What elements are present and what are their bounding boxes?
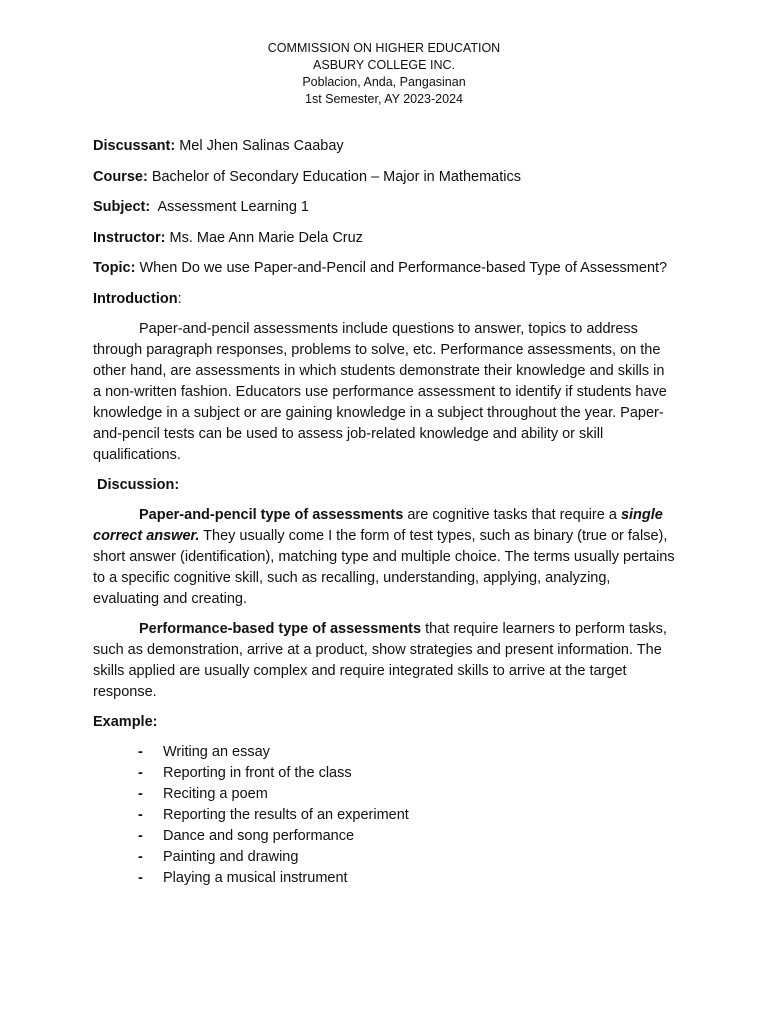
subject-value: Assessment Learning 1 [150, 199, 309, 215]
instructor-field [93, 228, 675, 249]
bullet-dash: - [138, 869, 143, 886]
list-item-text: Reporting the results of an experiment [163, 806, 409, 823]
list-item [93, 763, 675, 784]
paper-pencil-text-1: are cognitive tasks that require a [403, 506, 621, 523]
list-item [93, 847, 675, 868]
discussion-heading: Discussion: [97, 476, 180, 493]
instructor-label: Instructor: [93, 229, 166, 246]
list-item-text: Writing an essay [163, 743, 270, 760]
performance-based-text: that require learners to perform tasks, such as demonstration, arrive at a product, show strategies and present information. The skills applied are usually complex and require integrated skills to arrive at the target response. [93, 620, 667, 700]
introduction-heading-text: Introduction [93, 290, 178, 307]
bullet-dash: - [138, 806, 143, 823]
subject-field [93, 197, 675, 218]
paper-pencil-term: Paper-and-pencil type of assessments [139, 506, 404, 523]
discussion-paragraph-paper-pencil [93, 505, 675, 610]
list-item [93, 826, 675, 847]
example-heading: Example: [93, 713, 158, 730]
subject-label: Subject: [93, 199, 151, 215]
introduction-heading [93, 289, 675, 310]
header-address: Poblacion, Anda, Pangasinan [302, 75, 466, 89]
list-item-text: Playing a musical instrument [163, 869, 348, 886]
header-semester: 1st Semester, AY 2023-2024 [305, 92, 463, 106]
performance-based-term: Performance-based type of assessments [139, 620, 422, 637]
instructor-value: Ms. Mae Ann Marie Dela Cruz [165, 229, 363, 246]
document-header [93, 40, 675, 108]
topic-field [93, 258, 675, 279]
course-field [93, 167, 675, 188]
list-item [93, 742, 675, 763]
single-correct-answer-emphasis: single correct answer. [93, 506, 663, 544]
discussant-value: Mel Jhen Salinas Caabay [175, 138, 344, 154]
header-college: ASBURY COLLEGE INC. [313, 58, 455, 72]
example-list [93, 742, 675, 889]
list-item [93, 784, 675, 805]
introduction-paragraph: Paper-and-pencil assessments include questions to answer, topics to address through paragraph responses, problems to solve, etc. Performance assessments, on the other hand, are assessments in which students demonstrate their knowledge and skills in a non-written fashion. Educators use performance assessment to identify if students have knowledge in a subject or are gaining knowledge in a subject throughout the year. Paper-and-pencil tests can be used to assess job-related knowledge and ability or skill qualifications. [93, 320, 667, 463]
list-item [93, 805, 675, 826]
bullet-dash: - [138, 743, 143, 760]
list-item [93, 868, 675, 889]
topic-label: Topic: [93, 260, 136, 276]
bullet-dash: - [138, 785, 143, 802]
bullet-dash: - [138, 827, 143, 844]
discussant-field [93, 136, 675, 157]
list-item-text: Reciting a poem [163, 785, 268, 802]
bullet-dash: - [138, 764, 143, 781]
header-commission: COMMISSION ON HIGHER EDUCATION [267, 41, 501, 55]
discussant-label: Discussant: [93, 138, 176, 154]
course-value: Bachelor of Secondary Education – Major in Mathematics [147, 168, 521, 185]
discussion-paragraph-performance [93, 619, 675, 703]
introduction-heading-colon: : [177, 290, 182, 307]
topic-value: When Do we use Paper-and-Pencil and Performance-based Type of Assessment? [135, 260, 668, 276]
bullet-dash: - [138, 848, 143, 865]
list-item-text: Dance and song performance [163, 827, 355, 844]
list-item-text: Painting and drawing [163, 848, 299, 865]
course-label: Course: [93, 168, 148, 185]
paper-pencil-text-2: They usually come I the form of test types, such as binary (true or false), short answer (identification), matching type and multiple choice. The terms usually pertains to a specific cognitive skill, such as recalling, understanding, applying, analyzing, evaluating and creating. [93, 527, 675, 607]
list-item-text: Reporting in front of the class [163, 764, 352, 781]
